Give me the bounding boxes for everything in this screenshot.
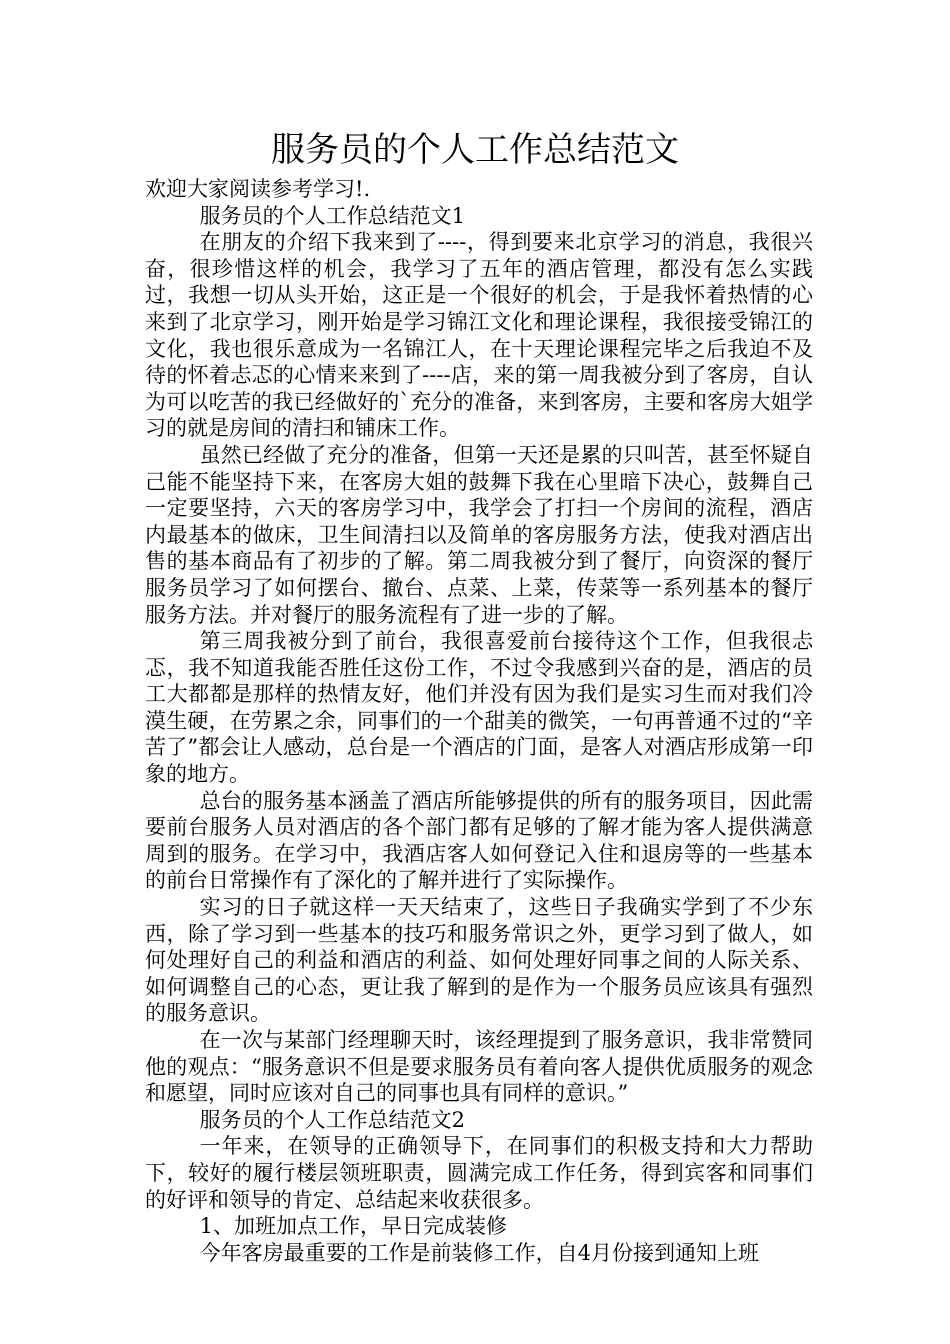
paragraph: 虽然已经做了充分的准备，但第一天还是累的只叫苦，甚至怀疑自己能不能坚持下来，在客房大姐的鼓舞下我在心里暗下决心，鼓舞自己一定要坚持，六天的客房学习中，我学会了打扫一个房间的流程，酒店内最基本的做床，卫生间清扫以及简单的客房服务方法，使我对酒店出售的基本商品有了初步的了解。第二周我被分到了餐厅，向资深的餐厅服务员学习了如何摆台、撤台、点菜、上菜，传菜等一系列基本的餐厅服务方法。并对餐厅的服务流程有了进一步的了解。 xyxy=(145,442,813,627)
paragraph: 第三周我被分到了前台，我很喜爱前台接待这个工作，但我很忐忑，我不知道我能否胜任这份工作，不过令我感到兴奋的是，酒店的员工大都都是那样的热情友好，他们并没有因为我们是实习生而对我们冷漠生硬，在劳累之余，同事们的一个甜美的微笑，一句再普通不过的“辛苦了”都会让人感动，总台是一个酒店的门面，是客人对酒店形成第一印象的地方。 xyxy=(145,629,813,787)
paragraph: 总台的服务基本涵盖了酒店所能够提供的所有的服务项目，因此需要前台服务人员对酒店的各个部门都有足够的了解才能为客人提供满意周到的服务。在学习中，我酒店客人如何登记入住和退房等的一些基本的前台日常操作有了深化的了解并进行了实际操作。 xyxy=(145,788,813,893)
paragraph: 一年来，在领导的正确领导下，在同事们的积极支持和大力帮助下，较好的履行楼层领班职责，圆满完成工作任务，得到宾客和同事们的好评和领导的肯定、总结起来收获很多。 xyxy=(145,1134,813,1212)
document-body xyxy=(145,176,813,1266)
paragraph: 实习的日子就这样一天天结束了，这些日子我确实学到了不少东西，除了学习到一些基本的技巧和服务常识之外，更学习到了做人，如何处理好自己的利益和酒店的利益、如何处理好同事之间的人际关系、如何调整自己的心态，更让我了解到的是作为一个服务员应该具有强烈的服务意识。 xyxy=(145,895,813,1026)
subsection-heading: 1、加班加点工作，早日完成装修 xyxy=(199,1214,507,1239)
intro-line: 欢迎大家阅读参考学习!. xyxy=(145,177,371,201)
document-title: 服务员的个人工作总结范文 xyxy=(271,130,679,170)
paragraph: 今年客房最重要的工作是前装修工作，自4月份接到通知上班 xyxy=(199,1240,759,1265)
paragraph: 在一次与某部门经理聊天时，该经理提到了服务意识，我非常赞同他的观点：“服务意识不但是要求服务员有着向客人提供优质服务的观念和愿望，同时应该对自己的同事也具有同样的意识。” xyxy=(145,1028,813,1106)
section-heading: 服务员的个人工作总结范文1 xyxy=(199,203,465,228)
section-heading: 服务员的个人工作总结范文2 xyxy=(199,1107,465,1132)
paragraph: 在朋友的介绍下我来到了----，得到要来北京学习的消息，我很兴奋，很珍惜这样的机会，我学习了五年的酒店管理，都没有怎么实践过，我想一切从头开始，这正是一个很好的机会，于是我怀着热情的心来到了北京学习，刚开始是学习锦江文化和理论课程，我很接受锦江的文化，我也很乐意成为一名锦江人，在十天理论课程完毕之后我迫不及待的怀着忐忑的心情来来到了----店，来的第一周我被分到了客房，自认为可以吃苦的我已经做好的`充分的准备，来到客房，主要和客房大姐学习的就是房间的清扫和铺床工作。 xyxy=(145,230,813,441)
